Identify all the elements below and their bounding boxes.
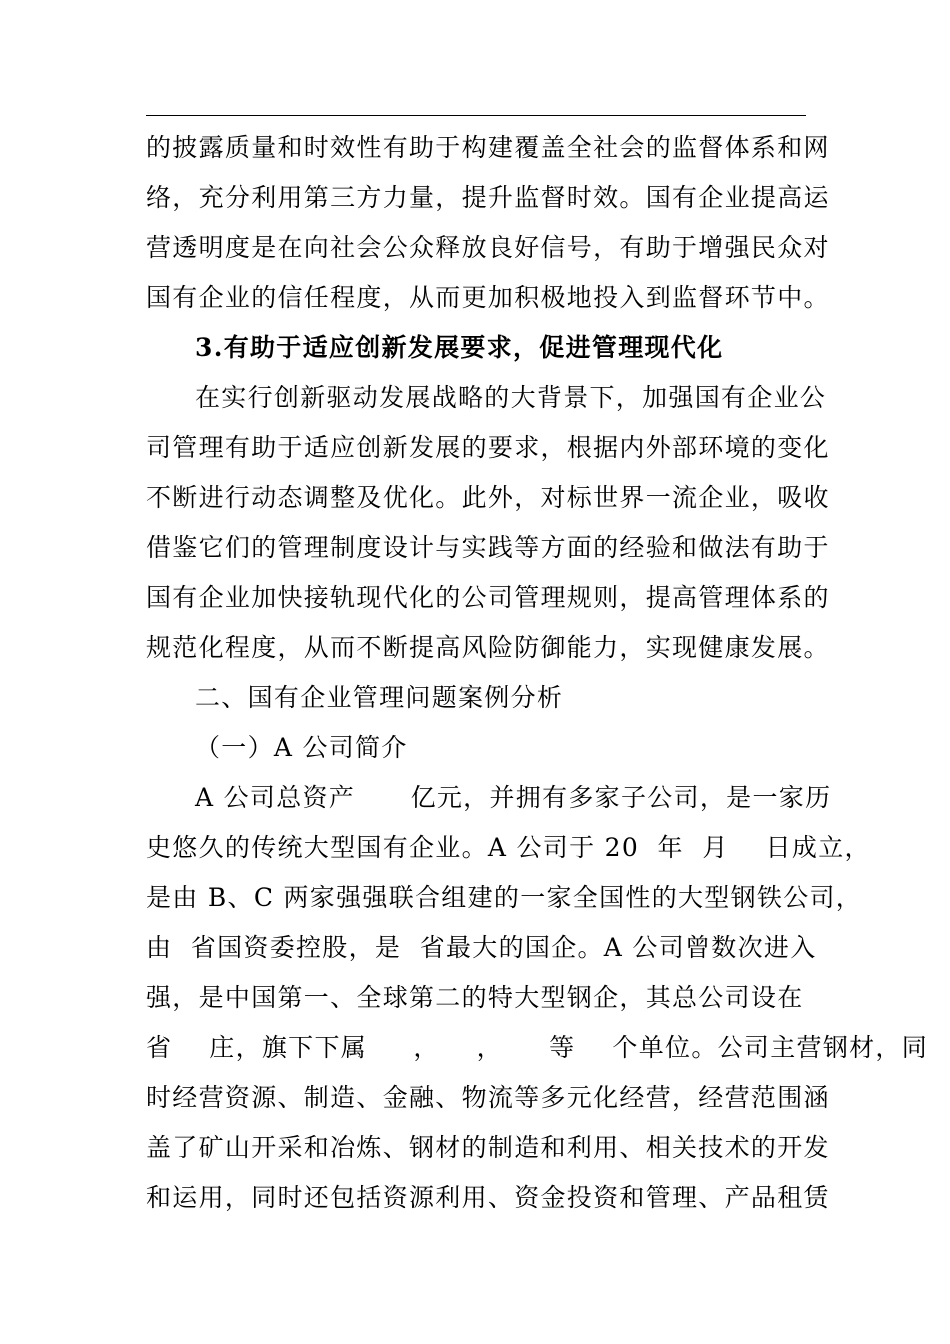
text-line: 国有企业加快接轨现代化的公司管理规则，提高管理体系的 <box>146 583 830 612</box>
text-line: 借鉴它们的管理制度设计与实践等方面的经验和做法有助于 <box>146 533 830 562</box>
text-line: 不断进行动态调整及优化。此外，对标世界一流企业，吸收 <box>146 483 830 512</box>
chapter-heading: 二、国有企业管理问题案例分析 <box>195 683 564 712</box>
text-line: 史悠久的传统大型国有企业。A 公司于 20 年 月 日成立， <box>146 833 871 862</box>
text-line: 强，是中国第一、全球第二的特大型钢企，其总公司设在 <box>146 983 804 1012</box>
text-line: 和运用，同时还包括资源利用、资金投资和管理、产品租赁 <box>146 1183 830 1212</box>
text-line: A 公司总资产 亿元，并拥有多家子公司，是一家历 <box>195 783 832 812</box>
text-line: 时经营资源、制造、金融、物流等多元化经营，经营范围涵 <box>146 1083 830 1112</box>
text-line: 是由 B、C 两家强强联合组建的一家全国性的大型钢铁公司， <box>146 883 863 912</box>
section-heading: 3.有助于适应创新发展要求，促进管理现代化 <box>195 333 724 362</box>
subsection-heading: （一）A 公司简介 <box>195 733 408 762</box>
text-line: 司管理有助于适应创新发展的要求，根据内外部环境的变化 <box>146 433 830 462</box>
text-line: 省 庄，旗下下属 ， ， 等 个单位。公司主营钢材，同 <box>146 1033 929 1062</box>
text-line: 由 省国资委控股，是 省最大的国企。A 公司曾数次进入 <box>146 933 817 962</box>
text-line: 营透明度是在向社会公众释放良好信号，有助于增强民众对 <box>146 233 830 262</box>
text-line: 络，充分利用第三方力量，提升监督时效。国有企业提高运 <box>146 183 830 212</box>
text-line: 盖了矿山开采和冶炼、钢材的制造和利用、相关技术的开发 <box>146 1133 830 1162</box>
text-line: 国有企业的信任程度，从而更加积极地投入到监督环节中。 <box>146 283 830 312</box>
header-rule <box>146 115 806 116</box>
text-line: 规范化程度，从而不断提高风险防御能力，实现健康发展。 <box>146 633 830 662</box>
text-line: 在实行创新驱动发展战略的大背景下，加强国有企业公 <box>195 383 827 412</box>
text-line: 的披露质量和时效性有助于构建覆盖全社会的监督体系和网 <box>146 133 830 162</box>
